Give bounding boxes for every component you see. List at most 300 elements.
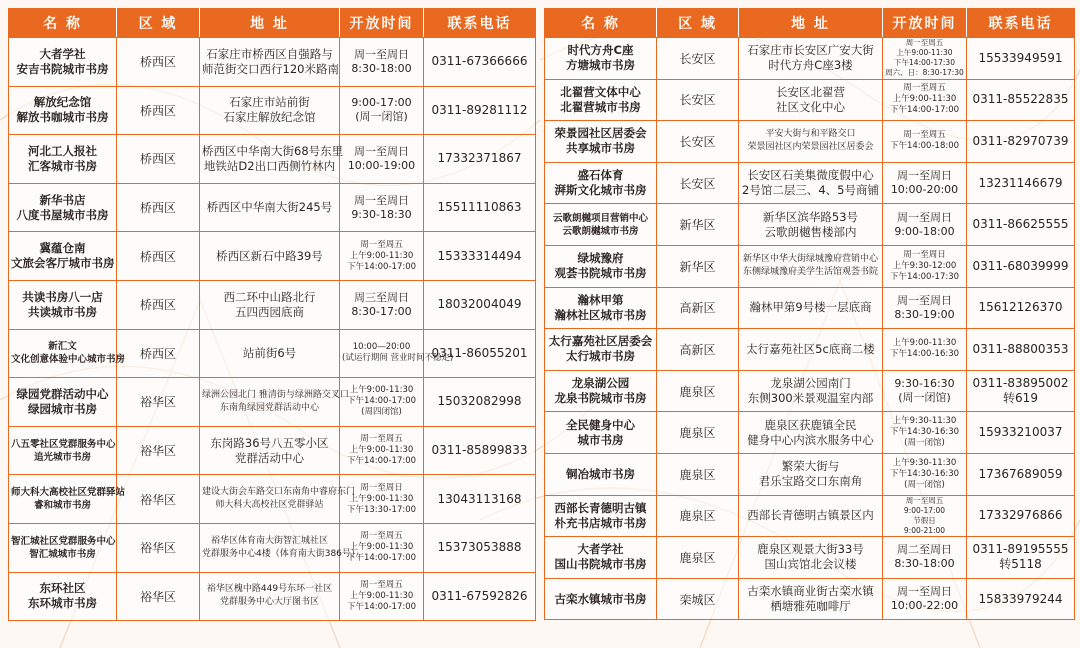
address-line: 东南角绿园党群活动中心 — [219, 402, 319, 413]
address-cell — [200, 329, 340, 378]
header-hours: 开放时间 — [340, 9, 424, 38]
hours-line: 下午14:00-17:30 — [894, 58, 955, 68]
phone-line: 0311-82970739 — [972, 133, 1069, 148]
address-line: 国山宾馆北会议楼 — [764, 557, 857, 572]
address-cell — [200, 426, 340, 475]
hours-line: 下午14:00-17:00 — [346, 261, 417, 272]
library-name-cell — [9, 523, 117, 572]
address-line: 长安区北翟营 — [776, 84, 845, 99]
table-row — [9, 572, 536, 621]
district-cell: 栾城区 — [657, 578, 739, 620]
name-line: 绿园城市书房 — [28, 401, 97, 416]
name-line: 时代方舟C座 — [567, 43, 634, 58]
library-name-cell — [545, 329, 657, 371]
hours-line: 10:00-19:00 — [347, 158, 416, 172]
address-line: 繁荣大街与 — [781, 459, 840, 474]
table-row — [9, 426, 536, 475]
opening-hours-cell — [340, 135, 424, 184]
hours-line: (周一闭馆) — [355, 110, 408, 124]
name-line: 共读城市书房 — [28, 304, 97, 319]
name-line: 安吉书院城市书房 — [16, 61, 109, 76]
name-line: 绿城豫府 — [577, 251, 624, 266]
name-line: 北翟营文体中心 — [560, 84, 641, 99]
address-line: 2号馆二层三、4、5号商铺 — [742, 183, 879, 198]
hours-line: (试运行期间 营业时间不稳定) — [342, 353, 454, 364]
phone-cell — [967, 287, 1075, 329]
address-cell — [739, 370, 883, 412]
address-line: 平安大街与和平路交口 — [765, 129, 856, 140]
district-cell: 高新区 — [657, 287, 739, 329]
hours-line: 下午14:00-17:00 — [346, 396, 417, 407]
opening-hours-cell — [883, 79, 967, 121]
phone-line: 13043113168 — [437, 491, 522, 506]
hours-line: 8:30-17:00 — [351, 304, 412, 318]
phone-cell — [967, 578, 1075, 620]
hours-line: 周二至周日 — [897, 543, 952, 557]
address-cell — [200, 232, 340, 281]
phone-cell — [424, 475, 536, 524]
phone-line: 转5118 — [999, 557, 1042, 572]
hours-line: 下午14:00-17:00 — [346, 456, 417, 467]
address-line: 西二环中山路北行 — [223, 289, 316, 304]
library-name-cell — [545, 412, 657, 454]
hours-line: 周一至周五 — [905, 495, 944, 505]
name-line: 新汇文 — [48, 341, 77, 353]
district-cell: 桥西区 — [117, 329, 200, 378]
phone-cell — [967, 162, 1075, 204]
header-phone: 联系电话 — [967, 9, 1075, 38]
phone-cell — [424, 378, 536, 427]
hours-line: 9:30-16:30 — [894, 377, 955, 391]
phone-line: 0311-85522835 — [972, 92, 1069, 107]
library-name-cell — [545, 578, 657, 620]
district-cell: 裕华区 — [117, 523, 200, 572]
opening-hours-cell — [340, 572, 424, 621]
district-cell: 桥西区 — [117, 232, 200, 281]
library-name-cell — [9, 378, 117, 427]
district-cell: 鹿泉区 — [657, 412, 739, 454]
name-line: 观荟书院城市书房 — [554, 266, 647, 281]
hours-line: 下午14:00-17:30 — [889, 271, 960, 282]
district-cell: 高新区 — [657, 329, 739, 371]
header-district: 区 域 — [117, 9, 200, 38]
phone-line: 0311-89281112 — [431, 102, 528, 117]
name-line: 冀蕴仓南 — [39, 241, 86, 256]
phone-line: 15333314494 — [437, 248, 522, 263]
hours-line: 上午9:30-12:00 — [892, 260, 957, 271]
hours-line: 8:30-19:00 — [894, 307, 955, 321]
address-line: 桥西区中华南大街68号东里 — [202, 143, 344, 158]
district-cell: 鹿泉区 — [657, 537, 739, 579]
name-line: 铜冶城市书房 — [566, 466, 635, 481]
library-name-cell — [9, 86, 117, 135]
name-line: 北翟营城市书房 — [560, 99, 641, 114]
district-cell: 鹿泉区 — [657, 370, 739, 412]
phone-line: 17332371867 — [437, 151, 522, 166]
name-line: 全民健身中心 — [566, 417, 635, 432]
address-cell — [739, 412, 883, 454]
library-name-cell — [545, 370, 657, 412]
phone-line: 15533949591 — [978, 50, 1063, 65]
table-row — [545, 287, 1075, 329]
address-line: 五四西园底商 — [235, 304, 304, 319]
hours-line: 周一至周五 — [905, 38, 944, 48]
hours-line: 10:00—20:00 — [352, 342, 411, 353]
district-cell: 裕华区 — [117, 475, 200, 524]
district-cell: 桥西区 — [117, 135, 200, 184]
hours-line: 下午14:30-16:30 — [889, 427, 960, 438]
name-line: 追光城市书房 — [33, 451, 91, 463]
address-line: 师范街交口西行120米路南 — [202, 61, 339, 76]
library-name-cell — [545, 537, 657, 579]
address-line: 石家庄市长安区广安大街 — [747, 43, 874, 58]
library-name-cell — [545, 162, 657, 204]
hours-line: 下午13:30-17:00 — [346, 504, 417, 515]
hours-line: 9:00-17:00 — [903, 505, 946, 515]
name-line: 文化创意体验中心城市书房 — [11, 354, 126, 366]
address-line: 云歌朗樾售楼部内 — [764, 224, 857, 239]
address-line: 龙泉湖公园南门 — [770, 376, 851, 391]
table-row — [545, 412, 1075, 454]
address-line: 地铁站D2出口西侧竹林内 — [203, 158, 336, 173]
address-cell — [739, 329, 883, 371]
name-line: 瀚林甲第 — [577, 292, 624, 307]
header-name: 名 称 — [545, 9, 657, 38]
district-cell: 鹿泉区 — [657, 453, 739, 495]
opening-hours-cell — [883, 578, 967, 620]
phone-cell — [424, 523, 536, 572]
address-cell — [739, 79, 883, 121]
opening-hours-cell — [340, 232, 424, 281]
address-line: 站前街6号 — [242, 345, 297, 360]
library-name-cell — [9, 280, 117, 329]
district-cell: 新华区 — [657, 204, 739, 246]
address-line: 石家庄市站前街 — [229, 95, 310, 110]
address-cell — [200, 378, 349, 427]
table-header-row — [545, 9, 1075, 38]
name-line: 共享城市书房 — [566, 141, 635, 156]
hours-line: 周一至周日 — [897, 169, 952, 183]
hours-line: 上午9:00-11:30 — [349, 385, 414, 396]
phone-cell — [967, 121, 1075, 163]
opening-hours-cell — [340, 329, 454, 378]
phone-cell — [967, 537, 1075, 579]
table-row — [9, 86, 536, 135]
address-cell — [200, 572, 340, 621]
table-row — [545, 162, 1075, 204]
library-name-cell — [9, 426, 117, 475]
opening-hours-cell — [883, 537, 967, 579]
table-row — [545, 453, 1075, 495]
hours-line: 周一至周五 — [903, 130, 946, 141]
address-line: 党群活动中心 — [235, 450, 304, 465]
address-cell — [200, 86, 340, 135]
phone-cell — [424, 280, 536, 329]
address-cell — [739, 537, 883, 579]
address-line: 鹿泉区获鹿镇全民 — [764, 417, 857, 432]
name-line: 新华书店 — [39, 192, 86, 207]
address-cell — [200, 38, 340, 87]
phone-line: 15511110863 — [437, 200, 522, 215]
name-line: 瀚林社区城市书房 — [554, 307, 647, 322]
phone-cell — [424, 426, 536, 475]
phone-cell — [967, 495, 1075, 537]
table-row — [9, 232, 536, 281]
hours-line: 9:30-18:30 — [351, 207, 412, 221]
address-cell — [200, 280, 340, 329]
phone-cell — [967, 370, 1075, 412]
address-cell — [739, 121, 883, 163]
opening-hours-cell — [340, 523, 424, 572]
hours-line: 周一至周日 — [897, 585, 952, 599]
phone-line: 0311-86625555 — [972, 217, 1069, 232]
hours-line: 9:00-21:00 — [903, 525, 946, 535]
address-line: 健身中心内滨水服务中心 — [747, 432, 874, 447]
hours-line: 下午14:00-18:00 — [889, 141, 960, 152]
opening-hours-cell — [883, 370, 967, 412]
library-name-cell — [9, 183, 117, 232]
hours-line: 周一至周五 — [360, 239, 403, 250]
table-row — [545, 329, 1075, 371]
library-name-cell — [545, 121, 657, 163]
address-line: 栖塘雅苑咖啡厅 — [770, 599, 851, 614]
address-line: 社区文化中心 — [776, 99, 845, 114]
table-row — [545, 578, 1075, 620]
address-line: 师大科大高校社区党群驿站 — [215, 500, 324, 511]
table-row — [545, 370, 1075, 412]
district-cell: 裕华区 — [117, 378, 200, 427]
opening-hours-cell — [883, 121, 967, 163]
hours-line: 周一至周五 — [360, 579, 403, 590]
phone-line: 17332976866 — [978, 508, 1063, 523]
phone-cell — [967, 329, 1075, 371]
table-header-row — [9, 9, 536, 38]
table-row — [9, 523, 536, 572]
library-name-cell — [545, 38, 657, 80]
district-cell: 长安区 — [657, 121, 739, 163]
library-name-cell — [9, 135, 117, 184]
table-row — [545, 38, 1075, 80]
name-line: 智汇城城市书房 — [29, 548, 96, 560]
district-cell: 新华区 — [657, 245, 739, 287]
hours-line: (周一闭馆) — [904, 479, 945, 490]
hours-line: 上午9:00-11:30 — [349, 542, 414, 553]
opening-hours-cell — [340, 426, 424, 475]
phone-cell — [424, 572, 536, 621]
address-line: 时代方舟C座3楼 — [768, 58, 853, 73]
name-line: 解放书咖城市书房 — [16, 110, 109, 125]
hours-line: 上午9:00-11:30 — [349, 590, 414, 601]
phone-cell — [424, 183, 536, 232]
opening-hours-cell — [340, 280, 424, 329]
hours-line: 周一至周五 — [903, 83, 946, 94]
district-cell: 桥西区 — [117, 183, 200, 232]
name-line: 绿园党群活动中心 — [16, 386, 109, 401]
phone-line: 0311-85899833 — [431, 443, 528, 458]
district-cell: 裕华区 — [117, 572, 200, 621]
table-row — [9, 280, 536, 329]
hours-line: 上午9:00-11:30 — [892, 94, 957, 105]
hours-line: 节假日 — [913, 515, 936, 525]
name-line: 龙泉湖公园 — [571, 376, 630, 391]
address-line: 建设大街会车路交口东南角中睿府东门 — [202, 487, 356, 498]
table-row — [9, 135, 536, 184]
phone-line: 15933210037 — [978, 425, 1063, 440]
address-cell — [739, 162, 883, 204]
phone-cell — [967, 204, 1075, 246]
phone-cell — [967, 245, 1075, 287]
address-line: 石家庄市桥西区自强路与 — [206, 46, 333, 61]
address-line: 裕华区槐中路449号东环一社区 — [206, 584, 333, 595]
address-cell — [739, 287, 883, 329]
phone-line: 0311-68039999 — [972, 258, 1069, 273]
hours-line: 10:00-22:00 — [890, 599, 959, 613]
address-cell — [739, 578, 883, 620]
address-line: 党群服务中心4楼（体育南大街386号） — [202, 548, 360, 559]
district-cell: 长安区 — [657, 79, 739, 121]
phone-line: 转619 — [1003, 391, 1038, 406]
address-line: 东岗路36号八五零小区 — [210, 435, 329, 450]
district-cell: 桥西区 — [117, 86, 200, 135]
hours-line: 周一至周五 — [360, 434, 403, 445]
header-phone: 联系电话 — [424, 9, 536, 38]
opening-hours-cell — [883, 204, 967, 246]
hours-line: 9:00-18:00 — [894, 224, 955, 238]
address-line: 桥西区新石中路39号 — [216, 248, 323, 263]
phone-cell — [967, 412, 1075, 454]
opening-hours-cell — [883, 287, 967, 329]
name-line: 太行城市书房 — [566, 349, 635, 364]
hours-line: 上午9:00-11:30 — [349, 445, 414, 456]
name-line: 智汇城社区党群服务中心 — [11, 535, 116, 547]
address-line: 桥西区中华南大街245号 — [206, 200, 333, 215]
hours-line: (周一闭馆) — [898, 391, 951, 405]
phone-line: 15373053888 — [437, 540, 522, 555]
name-line: 汇客城市书房 — [28, 158, 97, 173]
hours-line: 周一至周日 — [354, 47, 409, 61]
hours-line: 上午9:00-11:30 — [896, 48, 953, 58]
table-row — [545, 245, 1075, 287]
hours-line: 下午14:00-16:30 — [889, 349, 960, 360]
table-row — [545, 537, 1075, 579]
library-name-cell — [9, 572, 117, 621]
phone-cell — [424, 38, 536, 87]
phone-cell — [967, 38, 1075, 80]
hours-line: 上午9:30-11:30 — [892, 457, 957, 468]
hours-line: 上午9:00-11:30 — [349, 250, 414, 261]
district-cell: 长安区 — [657, 38, 739, 80]
address-line: 裕华区体育南大街智汇城社区 — [210, 535, 328, 546]
address-line: 党群服务中心大厅图书区 — [219, 597, 319, 608]
opening-hours-cell — [883, 495, 967, 537]
name-line: 解放纪念馆 — [33, 95, 92, 110]
name-line: 八五零社区党群服务中心 — [11, 438, 116, 450]
hours-line: 9:00-17:00 — [351, 96, 412, 110]
name-line: 湃斯文化城市书房 — [554, 183, 647, 198]
library-table-right — [544, 8, 1075, 620]
table-row — [9, 183, 536, 232]
district-cell: 裕华区 — [117, 426, 200, 475]
hours-line: 上午9:00-11:30 — [892, 338, 957, 349]
name-line: 古栾水镇城市书房 — [554, 591, 647, 606]
name-line: 河北工人报社 — [28, 143, 97, 158]
phone-line: 15833979244 — [978, 591, 1063, 606]
address-line: 东侧300米景观温室内部 — [747, 391, 874, 406]
name-line: 盛石体育 — [577, 168, 624, 183]
hours-line: 周三至周日 — [354, 290, 409, 304]
address-line: 绿洲公园北门 雅清街与绿洲路交叉口 — [202, 389, 349, 400]
hours-line: 下午14:00-17:00 — [346, 601, 417, 612]
hours-line: 周一至周日 — [897, 293, 952, 307]
address-cell — [200, 183, 340, 232]
hours-line: 8:30-18:00 — [351, 61, 412, 75]
name-line: 西部长青德明古镇 — [554, 500, 647, 515]
phone-line: 0311-67366666 — [431, 54, 528, 69]
address-line: 君乐宝路交口东南角 — [758, 474, 863, 489]
hours-line: 周一至周日 — [903, 249, 946, 260]
address-cell — [739, 495, 883, 537]
address-line: 荣景园社区内荣景园社区居委会 — [747, 142, 874, 153]
name-line: 东环城市书房 — [28, 596, 97, 611]
header-address: 地 址 — [739, 9, 883, 38]
address-cell — [200, 135, 344, 184]
address-cell — [739, 38, 883, 80]
opening-hours-cell — [340, 475, 424, 524]
hours-line: (周一闭馆) — [904, 438, 945, 449]
address-line: 新华区滨华路53号 — [762, 209, 859, 224]
opening-hours-cell — [340, 86, 424, 135]
phone-cell — [967, 79, 1075, 121]
phone-line: 15032082998 — [437, 394, 522, 409]
address-line: 太行嘉苑社区5c底商二楼 — [746, 341, 875, 356]
district-cell: 长安区 — [657, 162, 739, 204]
table-row — [545, 495, 1075, 537]
hours-line: 周六、日：8:30-17:30 — [885, 68, 964, 78]
name-line: 龙泉书院城市书房 — [554, 391, 647, 406]
opening-hours-cell — [883, 412, 967, 454]
name-line: 文旅会客厅城市书房 — [11, 256, 115, 271]
hours-line: 8:30-18:00 — [894, 557, 955, 571]
table-row — [9, 38, 536, 87]
library-name-cell — [545, 79, 657, 121]
opening-hours-cell — [883, 245, 967, 287]
opening-hours-cell — [883, 162, 967, 204]
phone-line: 0311-83895002 — [972, 376, 1069, 391]
name-line: 睿和城市书房 — [33, 500, 91, 512]
name-line: 朴充书店城市书房 — [554, 515, 647, 530]
header-hours: 开放时间 — [883, 9, 967, 38]
phone-cell — [424, 135, 536, 184]
opening-hours-cell — [340, 378, 424, 427]
table-row — [545, 79, 1075, 121]
address-cell — [200, 475, 356, 524]
header-address: 地 址 — [200, 9, 340, 38]
library-name-cell — [9, 232, 117, 281]
name-line: 国山书院城市书房 — [554, 557, 647, 572]
district-cell: 桥西区 — [117, 38, 200, 87]
library-name-cell — [545, 287, 657, 329]
name-line: 共读书房八一店 — [22, 289, 103, 304]
name-line: 城市书房 — [577, 432, 624, 447]
name-line: 方塘城市书房 — [566, 58, 635, 73]
table-row — [9, 475, 536, 524]
phone-line: 18032004049 — [437, 297, 522, 312]
phone-line: 15612126370 — [978, 300, 1063, 315]
address-cell — [739, 453, 883, 495]
hours-line: (周四闭馆) — [361, 407, 402, 418]
phone-cell — [424, 329, 536, 378]
library-name-cell — [545, 495, 657, 537]
